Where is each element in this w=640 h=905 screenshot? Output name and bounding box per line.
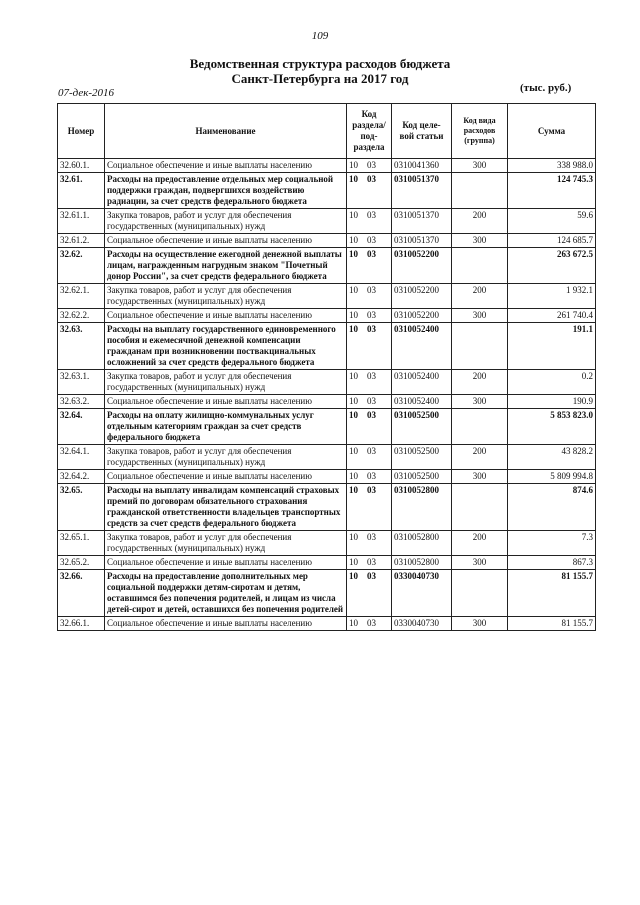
row-target-code: 0310052500 <box>392 470 452 484</box>
row-target-code: 0310052800 <box>392 531 452 556</box>
row-name: Социальное обеспечение и иные выплаты населению <box>105 234 347 248</box>
table-row <box>58 309 596 323</box>
row-expense-code: 200 <box>452 209 508 234</box>
row-name: Закупка товаров, работ и услуг для обеспечения государственных (муниципальных) нужд <box>105 445 347 470</box>
row-target-code: 0310052500 <box>392 409 452 445</box>
header-expense: Код вида расходов (группа) <box>452 104 508 159</box>
row-number: 32.66. <box>58 570 105 617</box>
table-row <box>58 284 596 309</box>
row-target-code: 0310051370 <box>392 173 452 209</box>
table-row <box>58 173 596 209</box>
row-expense-code: 300 <box>452 309 508 323</box>
row-number: 32.64.1. <box>58 445 105 470</box>
header-sum: Сумма <box>508 104 596 159</box>
header-number: Номер <box>58 104 105 159</box>
row-section-code: 10 03 <box>347 173 392 209</box>
table-row <box>58 159 596 173</box>
row-target-code: 0330040730 <box>392 570 452 617</box>
table-row <box>58 570 596 617</box>
table-row <box>58 531 596 556</box>
table-row <box>58 395 596 409</box>
row-sum: 867.3 <box>508 556 596 570</box>
table-row <box>58 209 596 234</box>
row-target-code: 0310052800 <box>392 484 452 531</box>
row-number: 32.62. <box>58 248 105 284</box>
row-expense-code <box>452 409 508 445</box>
table-row <box>58 234 596 248</box>
row-sum: 81 155.7 <box>508 617 596 631</box>
row-name: Закупка товаров, работ и услуг для обеспечения государственных (муниципальных) нужд <box>105 284 347 309</box>
row-number: 32.61. <box>58 173 105 209</box>
row-sum: 190.9 <box>508 395 596 409</box>
row-sum: 43 828.2 <box>508 445 596 470</box>
row-number: 32.62.2. <box>58 309 105 323</box>
row-name: Закупка товаров, работ и услуг для обеспечения государственных (муниципальных) нужд <box>105 209 347 234</box>
row-sum: 59.6 <box>508 209 596 234</box>
row-number: 32.61.1. <box>58 209 105 234</box>
row-target-code: 0310052200 <box>392 284 452 309</box>
row-expense-code <box>452 248 508 284</box>
units-label: (тыс. руб.) <box>520 82 572 94</box>
page-number: 109 <box>311 30 329 42</box>
row-name: Закупка товаров, работ и услуг для обеспечения государственных (муниципальных) нужд <box>105 370 347 395</box>
row-section-code: 10 03 <box>347 234 392 248</box>
row-sum: 874.6 <box>508 484 596 531</box>
row-expense-code: 200 <box>452 284 508 309</box>
row-number: 32.65.2. <box>58 556 105 570</box>
table-row <box>58 248 596 284</box>
row-number: 32.63. <box>58 323 105 370</box>
row-number: 32.61.2. <box>58 234 105 248</box>
row-section-code: 10 03 <box>347 409 392 445</box>
row-sum: 191.1 <box>508 323 596 370</box>
header-row <box>58 104 596 159</box>
row-target-code: 0310041360 <box>392 159 452 173</box>
row-name: Расходы на предоставление отдельных мер социальной поддержки граждан, подвергшихся воздействию радиации, за счет средств федерального бюджета <box>105 173 347 209</box>
row-name: Социальное обеспечение и иные выплаты населению <box>105 309 347 323</box>
row-number: 32.65. <box>58 484 105 531</box>
table-row <box>58 323 596 370</box>
row-section-code: 10 03 <box>347 159 392 173</box>
row-section-code: 10 03 <box>347 531 392 556</box>
row-name: Социальное обеспечение и иные выплаты населению <box>105 470 347 484</box>
row-expense-code: 300 <box>452 395 508 409</box>
row-number: 32.66.1. <box>58 617 105 631</box>
row-name: Социальное обеспечение и иные выплаты населению <box>105 395 347 409</box>
row-section-code: 10 03 <box>347 570 392 617</box>
table-row <box>58 445 596 470</box>
row-target-code: 0310052200 <box>392 248 452 284</box>
row-expense-code: 200 <box>452 445 508 470</box>
table-row <box>58 484 596 531</box>
row-sum: 338 988.0 <box>508 159 596 173</box>
row-name: Социальное обеспечение и иные выплаты населению <box>105 159 347 173</box>
row-expense-code: 300 <box>452 159 508 173</box>
row-section-code: 10 03 <box>347 323 392 370</box>
row-expense-code <box>452 323 508 370</box>
table-row <box>58 617 596 631</box>
row-expense-code <box>452 570 508 617</box>
title-line-2: Санкт-Петербурга на 2017 год <box>231 71 409 86</box>
row-expense-code: 300 <box>452 470 508 484</box>
row-target-code: 0310052200 <box>392 309 452 323</box>
row-number: 32.64.2. <box>58 470 105 484</box>
row-target-code: 0310052400 <box>392 370 452 395</box>
row-name: Расходы на предоставление дополнительных мер социальной поддержки детям-сиротам и детям, оставшимся без попечения родителей, и лицам из числа детей-сирот и детей, оставшихся без попечения родителей <box>105 570 347 617</box>
row-number: 32.63.1. <box>58 370 105 395</box>
header-target: Код целе- вой статьи <box>392 104 452 159</box>
row-expense-code: 300 <box>452 617 508 631</box>
row-sum: 7.3 <box>508 531 596 556</box>
row-name: Расходы на осуществление ежегодной денежной выплаты лицам, награжденным нагрудным знаком "Почетный донор России", за счет средств федерального бюджета <box>105 248 347 284</box>
header-name: Наименование <box>105 104 347 159</box>
row-target-code: 0310052400 <box>392 323 452 370</box>
row-expense-code <box>452 484 508 531</box>
row-section-code: 10 03 <box>347 556 392 570</box>
header-section: Код раздела/ под- раздела <box>347 104 392 159</box>
row-target-code: 0310051370 <box>392 234 452 248</box>
row-name: Расходы на выплату инвалидам компенсаций страховых премий по договорам обязательного страхования гражданской ответственности владельцев транспортных средств за счет средств федерального бюджета <box>105 484 347 531</box>
row-sum: 124 685.7 <box>508 234 596 248</box>
row-section-code: 10 03 <box>347 370 392 395</box>
row-target-code: 0310052400 <box>392 395 452 409</box>
table-row <box>58 470 596 484</box>
row-expense-code: 200 <box>452 370 508 395</box>
row-target-code: 0330040730 <box>392 617 452 631</box>
row-section-code: 10 03 <box>347 470 392 484</box>
row-sum: 5 809 994.8 <box>508 470 596 484</box>
row-section-code: 10 03 <box>347 309 392 323</box>
row-section-code: 10 03 <box>347 484 392 531</box>
row-section-code: 10 03 <box>347 395 392 409</box>
table-row <box>58 370 596 395</box>
row-section-code: 10 03 <box>347 248 392 284</box>
row-section-code: 10 03 <box>347 284 392 309</box>
row-expense-code: 300 <box>452 556 508 570</box>
row-sum: 0.2 <box>508 370 596 395</box>
table-row <box>58 556 596 570</box>
row-sum: 124 745.3 <box>508 173 596 209</box>
table-row <box>58 409 596 445</box>
row-number: 32.62.1. <box>58 284 105 309</box>
row-target-code: 0310051370 <box>392 209 452 234</box>
document-date: 07-дек-2016 <box>58 87 115 99</box>
budget-table <box>57 103 596 631</box>
title-line-1: Ведомственная структура расходов бюджета <box>189 56 451 71</box>
row-number: 32.63.2. <box>58 395 105 409</box>
row-name: Социальное обеспечение и иные выплаты населению <box>105 617 347 631</box>
row-name: Социальное обеспечение и иные выплаты населению <box>105 556 347 570</box>
row-sum: 5 853 823.0 <box>508 409 596 445</box>
row-number: 32.65.1. <box>58 531 105 556</box>
row-number: 32.60.1. <box>58 159 105 173</box>
row-section-code: 10 03 <box>347 617 392 631</box>
row-section-code: 10 03 <box>347 445 392 470</box>
row-section-code: 10 03 <box>347 209 392 234</box>
row-name: Расходы на оплату жилищно-коммунальных услуг отдельным категориям граждан за счет средств федерального бюджета <box>105 409 347 445</box>
row-target-code: 0310052500 <box>392 445 452 470</box>
row-name: Расходы на выплату государственного единовременного пособия и ежемесячной денежной компенсации гражданам при возникновении поствакцинальных осложнений за счет средств федерального бюджета <box>105 323 347 370</box>
row-sum: 261 740.4 <box>508 309 596 323</box>
row-name: Закупка товаров, работ и услуг для обеспечения государственных (муниципальных) нужд <box>105 531 347 556</box>
row-expense-code: 300 <box>452 234 508 248</box>
row-target-code: 0310052800 <box>392 556 452 570</box>
row-number: 32.64. <box>58 409 105 445</box>
row-sum: 1 932.1 <box>508 284 596 309</box>
row-expense-code <box>452 173 508 209</box>
row-expense-code: 200 <box>452 531 508 556</box>
row-sum: 81 155.7 <box>508 570 596 617</box>
row-sum: 263 672.5 <box>508 248 596 284</box>
